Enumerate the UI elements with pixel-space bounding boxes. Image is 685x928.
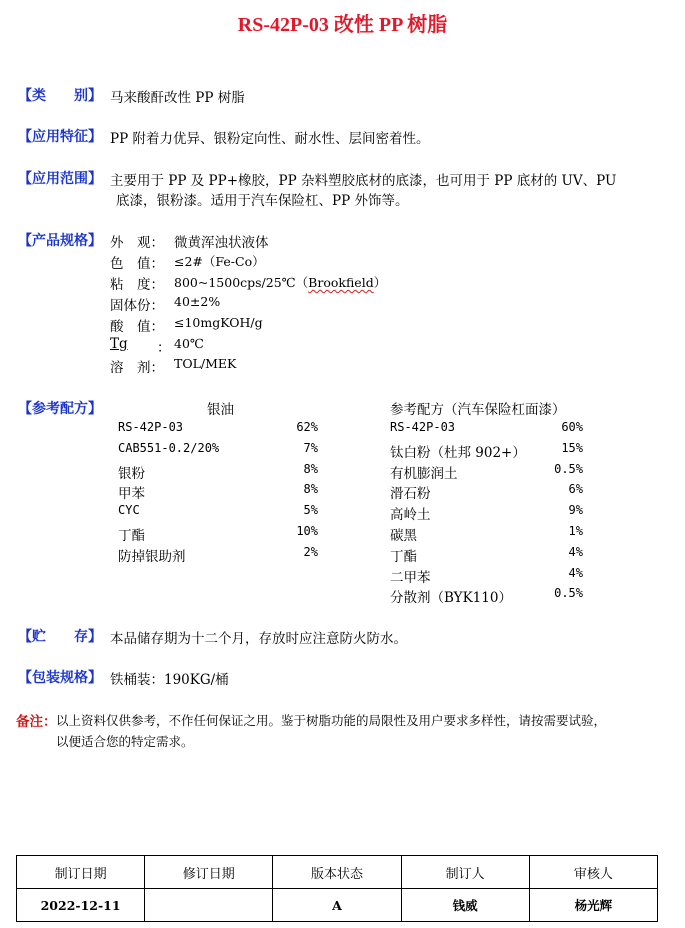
category-value: 马来酸酐改性 PP 树脂 xyxy=(110,90,245,106)
features-label: 【应用特征】 xyxy=(18,129,102,145)
formula-left-percentage: 8% xyxy=(303,482,318,497)
packaging-value: 铁桶装：190KG/桶 xyxy=(110,672,229,688)
category-label: 【类 别】 xyxy=(18,88,102,104)
note-line-2: 以便适合您的特定需求。 xyxy=(56,734,194,749)
formula-left-percentage: 62% xyxy=(296,420,318,434)
formula-right-ingredient: 碳黑 xyxy=(390,528,417,544)
features-value: PP 附着力优异、银粉定向性、耐水性、层间密着性。 xyxy=(110,131,430,147)
specs-label: 【产品规格】 xyxy=(18,233,102,249)
control-header-row xyxy=(17,856,658,889)
spec-solvent-value: TOL/MEK xyxy=(174,356,237,371)
spec-tg-name: Tg xyxy=(110,336,128,352)
value-version: A xyxy=(273,889,401,922)
formula-left-title: 银油 xyxy=(207,402,234,418)
formula-left-percentage: 5% xyxy=(303,503,318,518)
formula-right-percentage: 4% xyxy=(568,544,583,559)
spec-solvent-name: 溶 剂： xyxy=(110,360,164,376)
document-control-table xyxy=(16,855,658,922)
formula-right-percentage: 15% xyxy=(561,440,583,455)
spec-viscosity-name: 粘 度： xyxy=(110,277,164,293)
value-revised-date xyxy=(145,889,273,922)
formula-right-percentage: 1% xyxy=(568,524,583,538)
header-author: 制订人 xyxy=(401,856,529,889)
packaging-label: 【包装规格】 xyxy=(18,670,102,686)
formula-right-ingredient: RS-42P-03 xyxy=(390,420,456,434)
formula-right-ingredient: 滑石粉 xyxy=(390,486,431,503)
spec-acid-value: ≤10mgKOH/g xyxy=(174,315,263,330)
scope-label: 【应用范围】 xyxy=(18,171,102,187)
formula-right-ingredient: 高岭土 xyxy=(390,507,431,524)
header-version: 版本状态 xyxy=(273,856,401,889)
formula-left-ingredient: RS-42P-03 xyxy=(118,420,184,434)
formula-left-percentage: 8% xyxy=(303,461,318,476)
control-value-row xyxy=(17,889,658,922)
value-created-date: 2022-12-11 xyxy=(17,889,145,922)
spec-viscosity-brand: Brookfield xyxy=(308,275,374,290)
value-author: 钱威 xyxy=(401,889,529,922)
formula-right-percentage: 60% xyxy=(561,420,583,434)
spec-viscosity-row xyxy=(174,273,386,291)
formula-left-percentage: 2% xyxy=(303,544,318,559)
formula-right-ingredient: 钛白粉（杜邦 902+） xyxy=(390,444,526,461)
note-label: 备注： xyxy=(16,714,57,730)
spec-solids-value: 40±2% xyxy=(174,294,221,309)
formula-left-ingredient: 丁酯 xyxy=(118,528,145,544)
header-created-date: 制订日期 xyxy=(17,856,145,889)
storage-value: 本品储存期为十二个月，存放时应注意防火防水。 xyxy=(110,631,407,647)
value-reviewer: 杨光辉 xyxy=(529,889,657,922)
header-reviewer: 审核人 xyxy=(529,856,657,889)
formula-right-percentage: 6% xyxy=(568,482,583,497)
spec-tg-value: 40℃ xyxy=(174,336,204,351)
formula-right-title: 参考配方（汽车保险杠面漆） xyxy=(390,402,566,418)
formula-right-ingredient: 有机膨润土 xyxy=(390,465,458,482)
spec-acid-name: 酸 值： xyxy=(110,319,164,335)
spec-viscosity-value: 800~1500cps/25℃（ xyxy=(174,275,309,290)
formula-left-percentage: 10% xyxy=(296,524,318,538)
spec-appearance-name: 外 观： xyxy=(110,235,164,251)
formula-right-ingredient: 分散剂（BYK110） xyxy=(390,590,512,607)
formula-left-ingredient: 银粉 xyxy=(118,465,145,482)
formula-left-percentage: 7% xyxy=(303,440,318,455)
formula-label: 【参考配方】 xyxy=(18,401,102,417)
formula-right-percentage: 9% xyxy=(568,503,583,518)
spec-color-value: ≤2#（Fe-Co） xyxy=(174,254,265,269)
scope-line-1: 主要用于 PP 及 PP+橡胶，PP 杂料塑胶底材的底漆，也可用于 PP 底材的 UV、PU xyxy=(110,173,617,189)
document-title: RS-42P-03 改性 PP 树脂 xyxy=(237,14,448,36)
formula-right-percentage: 0.5% xyxy=(554,586,583,601)
formula-right-percentage: 0.5% xyxy=(554,461,583,476)
formula-left-ingredient: CYC xyxy=(118,503,140,518)
spec-appearance-value: 微黄浑浊状液体 xyxy=(174,235,269,251)
scope-line-2: 底漆，银粉漆。适用于汽车保险杠、PP 外饰等。 xyxy=(116,193,409,209)
note-line-1: 以上资料仅供参考，不作任何保证之用。鉴于树脂功能的局限性及用户要求多样性，请按需要试验， xyxy=(56,713,607,728)
header-revised-date: 修订日期 xyxy=(145,856,273,889)
formula-right-ingredient: 二甲苯 xyxy=(390,569,431,586)
formula-right-ingredient: 丁酯 xyxy=(390,548,417,565)
formula-left-ingredient: 防掉银助剂 xyxy=(118,548,186,565)
spec-tg-colon: ： xyxy=(157,340,171,356)
spec-solids-name: 固体份： xyxy=(110,298,164,314)
formula-left-ingredient: 甲苯 xyxy=(118,486,145,503)
spec-color-name: 色 值： xyxy=(110,256,164,272)
formula-right-percentage: 4% xyxy=(568,565,583,580)
spec-viscosity-close: ） xyxy=(373,275,387,290)
storage-label: 【贮 存】 xyxy=(18,629,102,645)
formula-left-ingredient: CAB551-0.2/20% xyxy=(118,440,220,455)
